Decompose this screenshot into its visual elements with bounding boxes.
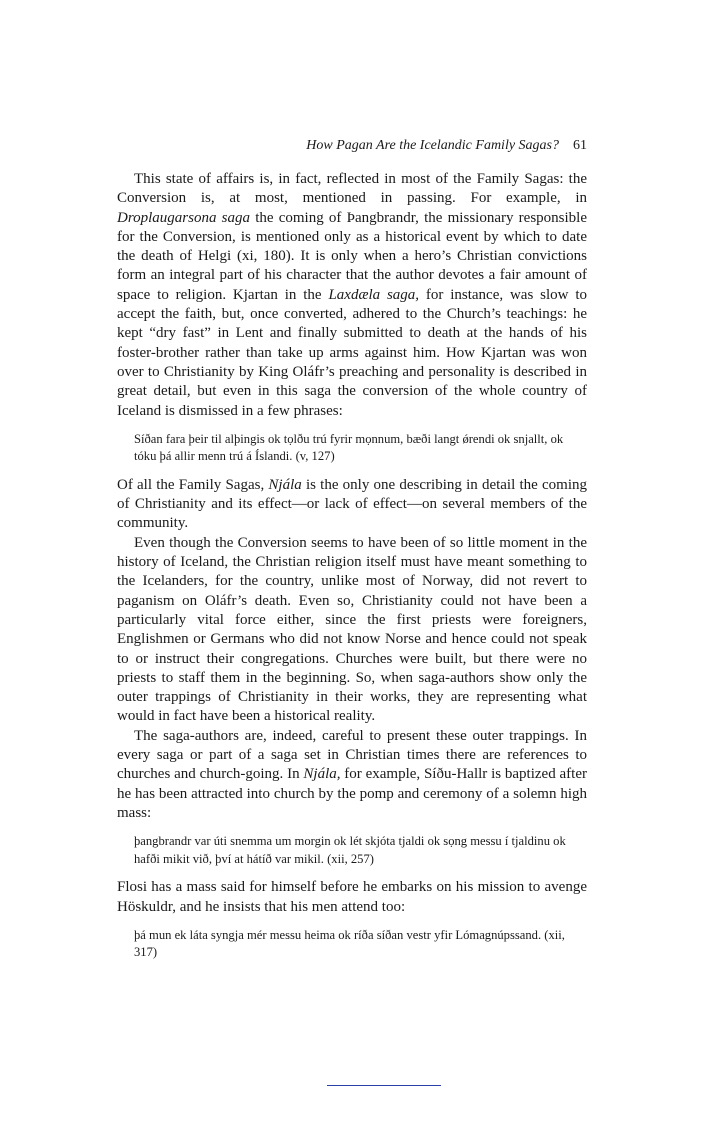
title-droplaugarsona-saga: Droplaugarsona saga xyxy=(117,209,250,226)
paragraph-outer-trappings: The saga-authors are, indeed, careful to present these outer trappings. In every saga or part of a saga set in Christian times there are references to churches and church-going. In Njála, for example, Síðu-Hallr is baptized after he has been attracted into church by the pomp and ceremony of a solemn high mass: xyxy=(117,727,587,821)
quotation-laxdaela: Síðan fara þeir til alþingis ok tọlðu trú fyrir mọnnum, bæði langt ǿrendi ok snjallt, ok tóku þá allir menn trú á Íslandi. (v, 127) xyxy=(134,431,564,464)
title-njala: Njála xyxy=(268,476,302,493)
footer-rule xyxy=(327,1085,441,1086)
quotation-thangbrandr-mass: þangbrandr var úti snemma um morgin ok lét skjóta tjaldi ok sọng messu í tjaldinu ok hafði mikit við, því at hátíð var mikil. (xii, 257) xyxy=(134,834,566,866)
title-laxdaela-saga: Laxdæla saga, xyxy=(328,286,420,303)
book-page xyxy=(117,138,587,972)
paragraph-conversion-mention: This state of affairs is, in fact, reflected in most of the Family Sagas: the Conversion is, at most, mentioned in passing. For example, in Droplaugarsona saga the coming of Þangbrandr, the missionary responsible for the Conversion, is mentioned only as a historical event by which to date the death of Helgi (xi, 180). It is only when a hero’s Christian convictions form an integral part of his character that the author devotes a fair amount of space to religion. Kjartan in the Laxdæla saga, for instance, was slow to accept the faith, but, once converted, adhered to the Church’s teachings: he kept “dry fast” in Lent and finally submitted to death at the hands of his foster-brother rather than take up arms against him. How Kjartan was won over to Christianity by King Oláfr’s preaching and personality is described in great detail, but even in this saga the conversion of the whole country of Iceland is dismissed in a few phrases: xyxy=(117,171,587,419)
paragraph-christian-religion: Even though the Conversion seems to have been of so little moment in the history of Iceland, the Christian religion itself must have meant something to the Icelanders, for the country, unlike most of Norway, did not revert to paganism on Oláfr’s death. Even so, Christianity could not have been a particularly vital force either, since the first priests were foreigners, Englishmen or Germans who did not know Norse and hence could not speak to or instruct their congregations. Churches were built, but there were no priests to staff them in the beginning. So, when saga-authors show only the outer trappings of Christianity in their works, they are representing what would in fact have been a historical reality. xyxy=(117,534,587,725)
page-number: 61 xyxy=(573,138,587,153)
quotation-flosi: þá mun ek láta syngja mér messu heima ok ríða síðan vestr yfir Lómagnúpssand. (xii, 317) xyxy=(134,927,565,960)
paragraph-njala-only: Of all the Family Sagas, Njála is the only one describing in detail the coming of Christianity and its effect—or lack of effect—on several members of the community. xyxy=(117,476,587,532)
title-njala-2: Njála, xyxy=(303,766,341,783)
paragraph-flosi: Flosi has a mass said for himself before he embarks on his mission to avenge Höskuldr, and he insists that his men attend too: xyxy=(117,879,587,915)
running-title: How Pagan Are the Icelandic Family Sagas? xyxy=(306,138,559,153)
running-head xyxy=(117,138,587,158)
